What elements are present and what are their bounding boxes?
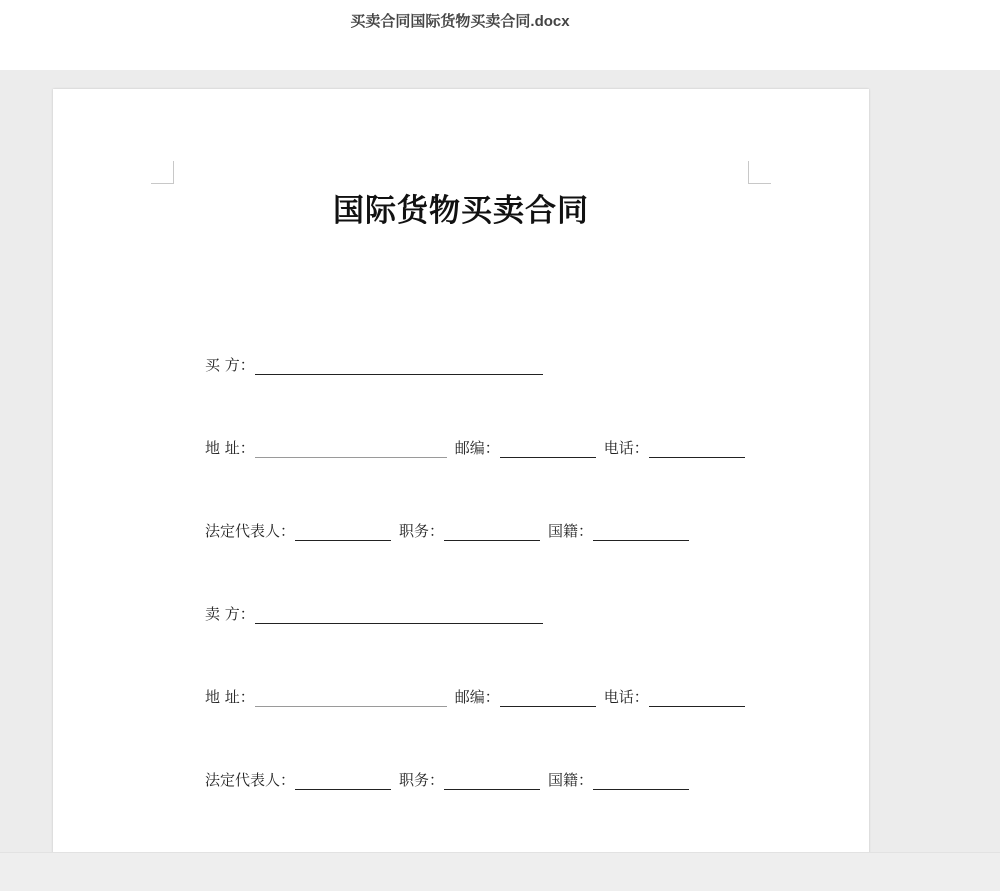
document-title: 国际货物买卖合同	[333, 193, 589, 229]
file-title: 买卖合同国际货物买卖合同.docx	[350, 13, 570, 30]
seller-postcode-blank[interactable]	[500, 686, 596, 707]
buyer-address-row	[205, 434, 745, 458]
buyer-party-label: 买 方：	[205, 356, 255, 374]
buyer-nationality-blank[interactable]	[593, 520, 689, 541]
buyer-name-blank[interactable]	[255, 354, 543, 375]
seller-representative-row	[205, 766, 689, 790]
buyer-postcode-label: 邮编：	[454, 439, 500, 457]
document-workspace[interactable]	[0, 70, 1000, 852]
buyer-address-label: 地 址：	[205, 439, 255, 457]
seller-party-label: 卖 方：	[205, 605, 255, 623]
seller-phone-blank[interactable]	[649, 686, 745, 707]
seller-position-label: 职务：	[399, 771, 445, 789]
buyer-party-row	[205, 351, 543, 375]
bottom-bar	[0, 852, 1000, 891]
title-bar	[0, 0, 1000, 70]
seller-rep-label: 法定代表人：	[205, 771, 296, 789]
buyer-nationality-label: 国籍：	[548, 522, 594, 540]
document-page[interactable]	[53, 89, 869, 852]
seller-party-row	[205, 600, 543, 624]
seller-name-blank[interactable]	[255, 603, 543, 624]
buyer-position-label: 职务：	[399, 522, 445, 540]
buyer-rep-blank[interactable]	[295, 520, 391, 541]
seller-address-row	[205, 683, 745, 707]
buyer-phone-label: 电话：	[603, 439, 649, 457]
seller-nationality-blank[interactable]	[593, 769, 689, 790]
seller-rep-blank[interactable]	[295, 769, 391, 790]
seller-address-label: 地 址：	[205, 688, 255, 706]
buyer-phone-blank[interactable]	[649, 437, 745, 458]
buyer-position-blank[interactable]	[444, 520, 540, 541]
seller-nationality-label: 国籍：	[548, 771, 594, 789]
seller-postcode-label: 邮编：	[454, 688, 500, 706]
seller-phone-label: 电话：	[603, 688, 649, 706]
buyer-postcode-blank[interactable]	[500, 437, 596, 458]
buyer-rep-label: 法定代表人：	[205, 522, 296, 540]
buyer-representative-row	[205, 517, 689, 541]
seller-position-blank[interactable]	[444, 769, 540, 790]
seller-address-blank[interactable]	[255, 686, 447, 707]
margin-corner-top-right	[748, 161, 771, 184]
buyer-address-blank[interactable]	[255, 437, 447, 458]
margin-corner-top-left	[151, 161, 174, 184]
